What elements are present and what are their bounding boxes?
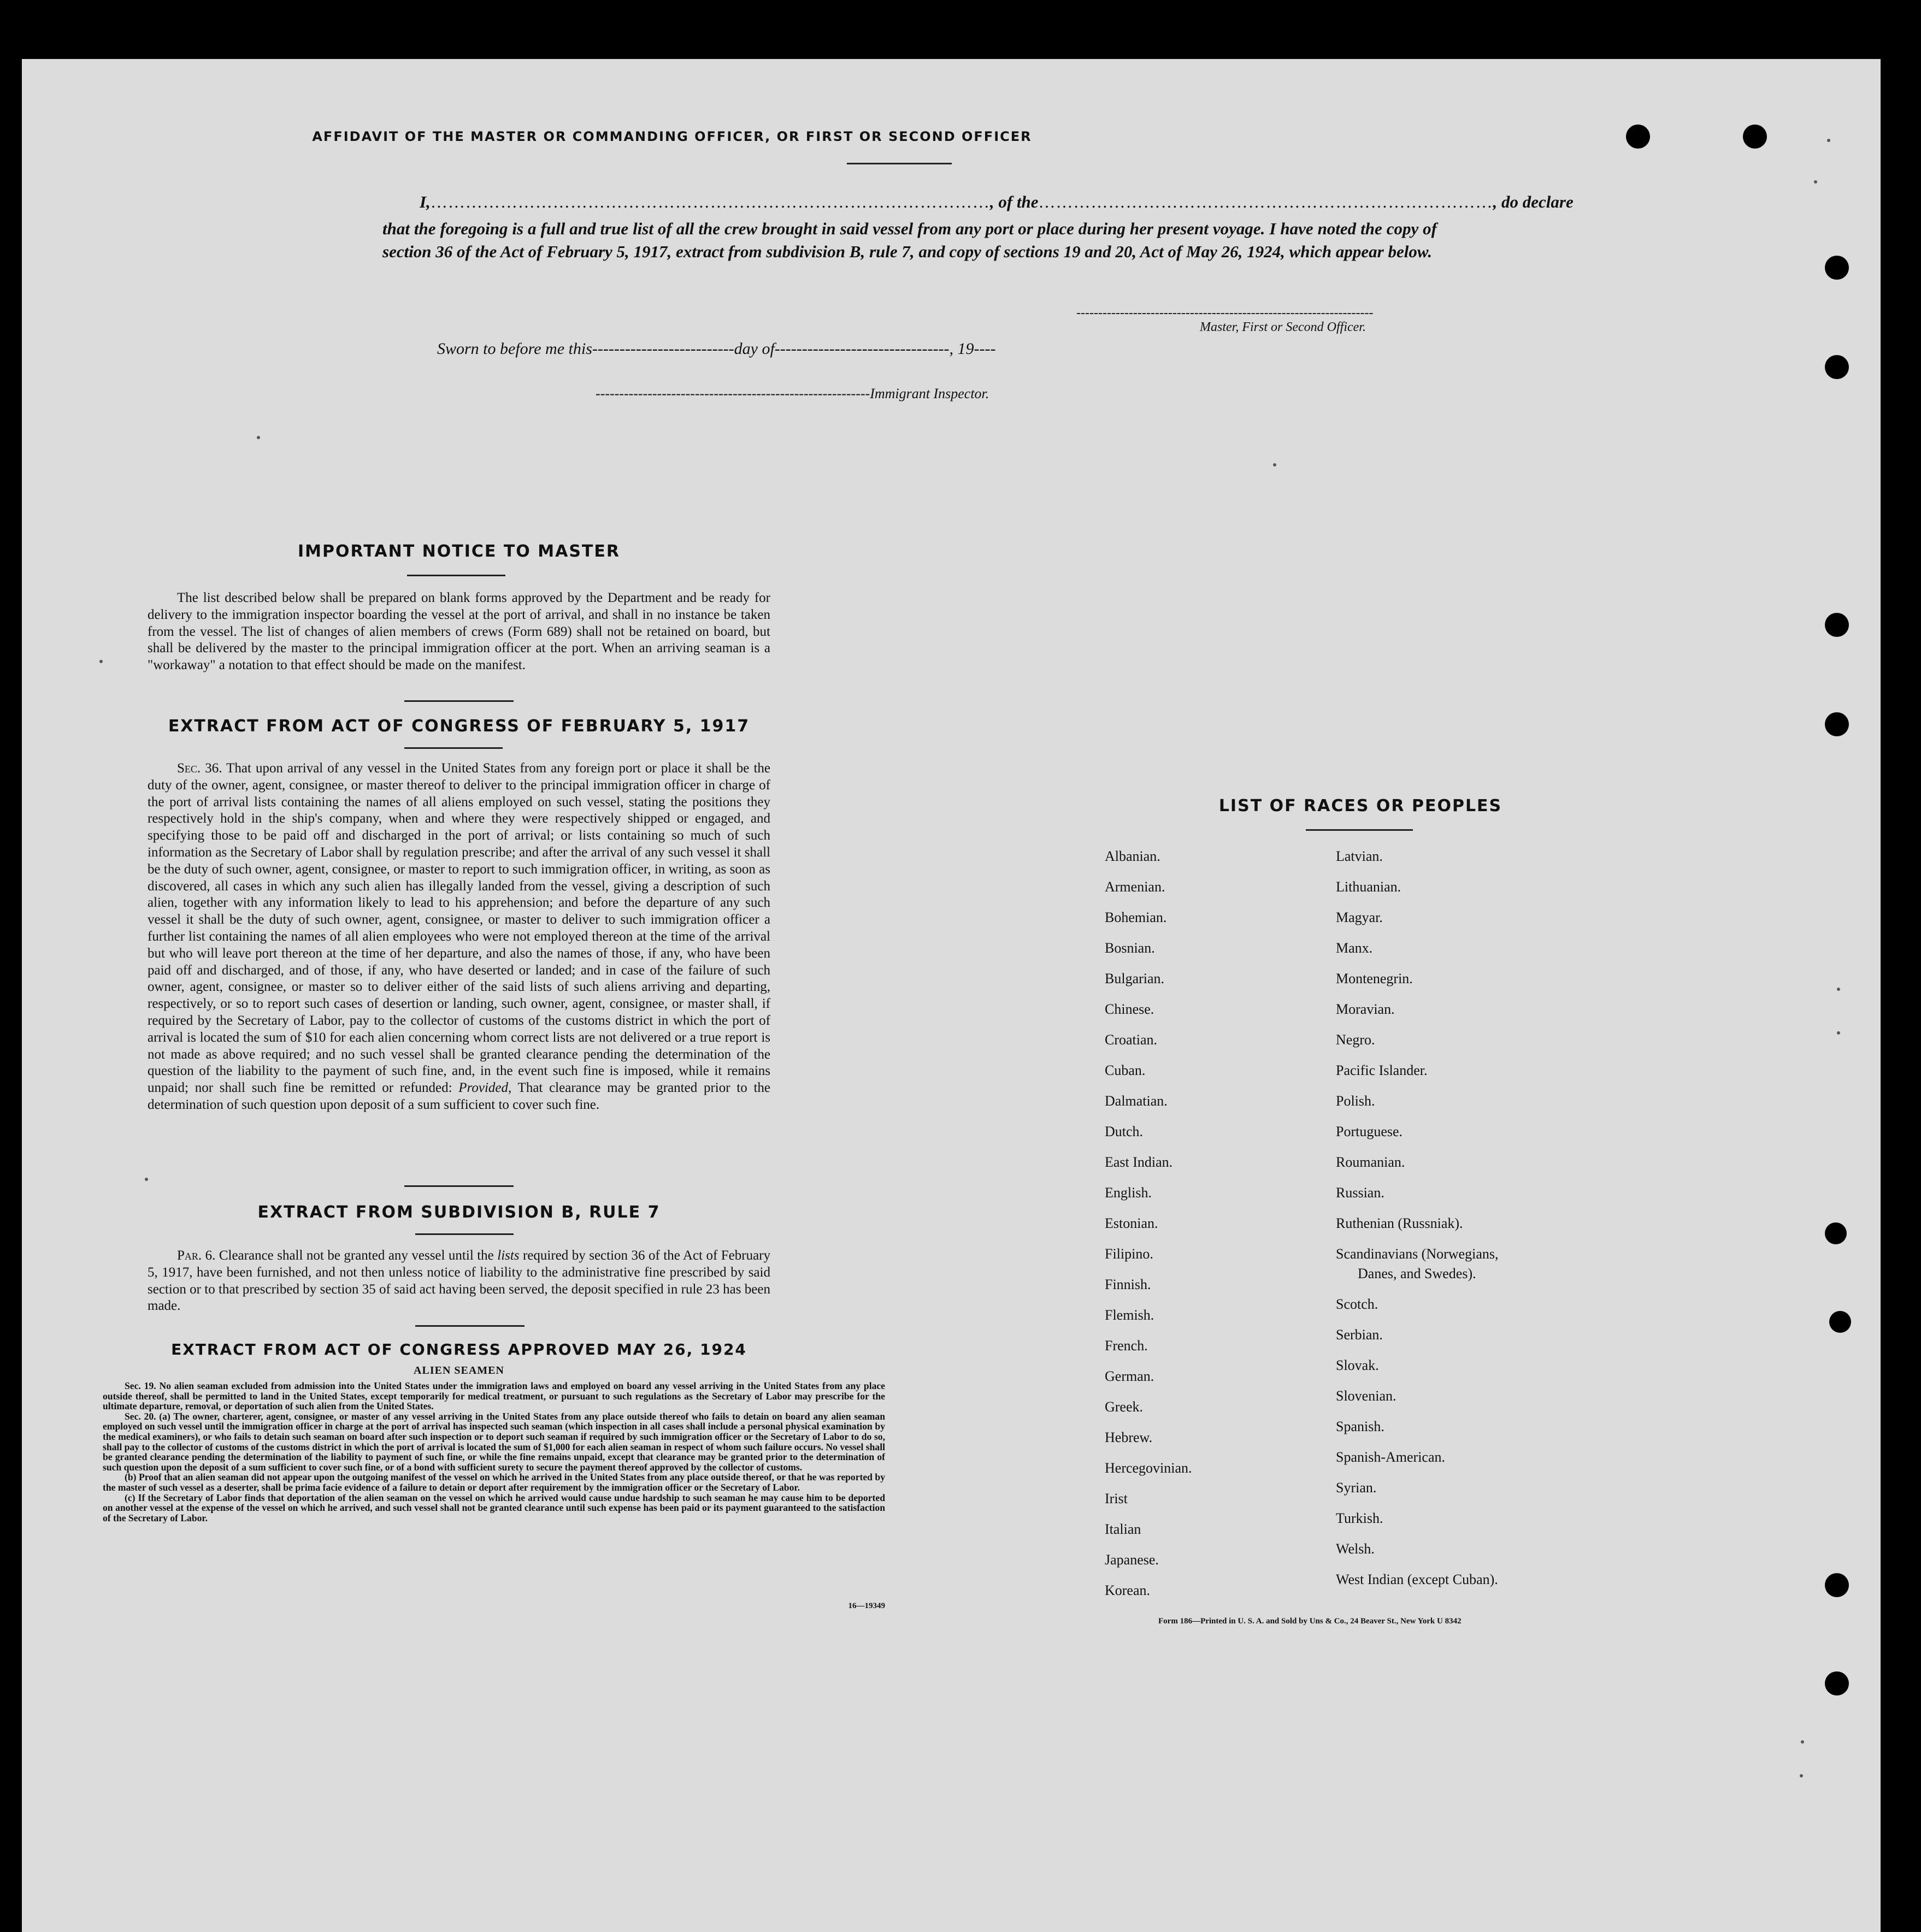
section-divider-2	[404, 1185, 514, 1187]
extract-1924-title: EXTRACT FROM ACT OF CONGRESS APPROVED MAY 26, 1924	[171, 1340, 747, 1358]
race-right-item: Scotch.	[1336, 1296, 1378, 1312]
race-right-item: Ruthenian (Russniak).	[1336, 1215, 1463, 1231]
extract-1917-body	[148, 760, 770, 1114]
punch-hole	[1825, 1573, 1849, 1597]
provided-word: Provided,	[458, 1080, 512, 1096]
alien-seamen-subtitle: ALIEN SEAMEN	[414, 1364, 504, 1376]
speck	[257, 436, 260, 439]
race-right-item: Turkish.	[1336, 1510, 1383, 1526]
race-right-item: Danes, and Swedes).	[1358, 1266, 1476, 1281]
extract-rule7-title-rule	[415, 1233, 514, 1235]
par-6-text: Clearance shall not be granted any vessel until the	[219, 1248, 494, 1263]
signature-caption: Master, First or Second Officer.	[1200, 320, 1366, 334]
speck	[1814, 180, 1817, 184]
speck	[1801, 1740, 1804, 1744]
race-left-item: Albanian.	[1105, 848, 1160, 864]
affidavit-declaration-line	[420, 192, 1574, 212]
sworn-day-of: day of	[734, 340, 775, 358]
race-right-item: Pacific Islander.	[1336, 1062, 1428, 1078]
race-right-item: Slovenian.	[1336, 1388, 1396, 1404]
extract-1924-body	[103, 1381, 885, 1523]
race-right-item: Spanish.	[1336, 1419, 1384, 1434]
speck	[1837, 1031, 1840, 1035]
sec-19: Sec. 19. No alien seaman excluded from admission into the United States under the immigration laws and employed on board any vessel arriving in the United States from any place outside thereof, shall be permitted to land in the United States, except temporarily for medical treatment, or pursuant to such regulations as the Secretary of Labor may prescribe for the ultimate departure, removal, or deportation of such alien from the United States.	[103, 1380, 885, 1412]
race-left-item: Bohemian.	[1105, 909, 1167, 925]
affidavit-title: AFFIDAVIT OF THE MASTER OR COMMANDING OFFICER, OR FIRST OR SECOND OFFICER	[312, 129, 1032, 144]
punch-hole	[1743, 125, 1767, 149]
affidavit-of-the: , of the	[989, 192, 1039, 211]
race-left-item: Bulgarian.	[1105, 971, 1165, 986]
races-left-column	[1105, 841, 1301, 1606]
race-right-item: Syrian.	[1336, 1480, 1377, 1496]
race-left-item: Filipino.	[1105, 1246, 1153, 1262]
sec-36-label: Sec. 36.	[177, 761, 222, 776]
punch-hole	[1825, 256, 1849, 280]
sworn-month-blank: --------------------------------	[774, 340, 950, 358]
race-right-item: Magyar.	[1336, 909, 1383, 925]
race-right-item: Spanish-American.	[1336, 1449, 1446, 1465]
form-number: 16—19349	[848, 1602, 885, 1610]
extract-rule7-body	[148, 1248, 770, 1315]
race-left-item: Japanese.	[1105, 1552, 1159, 1568]
extract-1917-title-rule	[404, 747, 503, 749]
sec-36-text-end: That clearance may be granted prior to the determination of such question upon deposit of a sum sufficient to cover such fine.	[148, 1080, 770, 1112]
race-right-item: Montenegrin.	[1336, 971, 1413, 986]
speck	[1837, 988, 1840, 991]
punch-hole	[1825, 1222, 1847, 1244]
affidavit-do-declare: , do declare	[1493, 192, 1574, 211]
notice-title-rule	[407, 575, 505, 576]
race-left-item: German.	[1105, 1368, 1154, 1384]
vessel-blank: ……………………………………………………………………	[1038, 192, 1493, 211]
punch-hole	[1825, 1671, 1849, 1695]
form-credit: Form 186—Printed in U. S. A. and Sold by Uns & Co., 24 Beaver St., New York U 8342	[1158, 1617, 1462, 1626]
speck	[1273, 463, 1276, 466]
name-blank: ……………………………………………………………………………………	[430, 192, 990, 211]
sec-20a: Sec. 20. (a) The owner, charterer, agent, consignee, or master of any vessel arriving in the United States from any place outside thereof who fails to detain on board any alien seaman employed on such vessel until the immigration officer in charge at the port of arrival has inspected such seaman (which inspection in all cases shall include a personal physical examination by the medical examiners), or who fails to detain such seaman on board after such inspection or to deport such seaman if required by such immigration officer or the Secretary of Labor to do so, shall pay to the collector of customs of the customs district in which the port of arrival is located the sum of $1,000 for each alien seaman in respect of whom such failure occurs. No vessel shall be granted clearance pending the determination of the liability to payment of such fine, or while the fine remains unpaid, except that clearance may be granted prior to the determination of such question upon the deposit of a sum sufficient to cover such fine, or of a bond with sufficient surety to secure the payment thereof approved by the collector of customs.	[103, 1410, 885, 1473]
race-right-item: Scandinavians (Norwegians,	[1336, 1246, 1499, 1262]
inspector-dashes: ----------------------------------------------------------	[596, 386, 870, 401]
race-left-item: Estonian.	[1105, 1215, 1158, 1231]
inspector-caption: Immigrant Inspector.	[870, 386, 989, 401]
punch-hole	[1825, 712, 1849, 736]
extract-rule7-title: EXTRACT FROM SUBDIVISION B, RULE 7	[257, 1203, 661, 1222]
race-right-item: Lithuanian.	[1336, 879, 1401, 895]
race-left-item: Finnish.	[1105, 1277, 1151, 1292]
race-right-item: Serbian.	[1336, 1327, 1383, 1343]
affidavit-body: that the foregoing is a full and true list of all the crew brought in said vessel from any port or place during her present voyage. I have noted the copy of section 36 of the Act of February 5, 1917, extract from subdivision B, rule 7, and copy of sections 19 and 20, Act of May 26, 1924, which appear below.	[382, 219, 1437, 261]
race-left-item: Chinese.	[1105, 1001, 1154, 1017]
sworn-line	[437, 340, 1147, 358]
sworn-year: , 19	[949, 340, 974, 358]
race-left-item: Cuban.	[1105, 1062, 1146, 1078]
race-left-item: Bosnian.	[1105, 940, 1155, 956]
race-left-item: Dutch.	[1105, 1124, 1144, 1139]
par-6-label: Par. 6.	[177, 1248, 216, 1263]
race-right-item: Portuguese.	[1336, 1124, 1403, 1139]
race-left-item: Armenian.	[1105, 879, 1165, 895]
race-left-item: Greek.	[1105, 1399, 1144, 1415]
signature-line: --------------------------------------------------------------------	[1076, 306, 1374, 320]
punch-hole	[1825, 355, 1849, 379]
lists-word: lists	[497, 1248, 520, 1263]
section-divider-1	[404, 700, 514, 702]
race-right-item: Moravian.	[1336, 1001, 1395, 1017]
race-left-item: Korean.	[1105, 1582, 1151, 1598]
notice-body: The list described below shall be prepared on blank forms approved by the Department and be ready for delivery to the immigration inspector boarding the vessel at the port of arrival, and shall in no instance be taken from the vessel. The list of changes of alien members of crews (Form 689) shall not be retained on board, but shall be delivered by the master to the principal immigration officer at the port. When an arriving seaman is a "workaway" a notation to that effect should be made on the manifest.	[148, 590, 770, 673]
sworn-date-blank: --------------------------	[592, 340, 734, 358]
race-left-item: French.	[1105, 1338, 1148, 1354]
race-left-item: Irist	[1105, 1491, 1128, 1506]
notice-title: IMPORTANT NOTICE TO MASTER	[298, 542, 620, 561]
race-left-item: East Indian.	[1105, 1154, 1173, 1170]
race-left-item: Flemish.	[1105, 1307, 1154, 1323]
inspector-line	[596, 386, 1109, 402]
document-sheet	[22, 59, 1881, 1932]
speck	[1800, 1774, 1803, 1777]
sworn-prefix: Sworn to before me this	[437, 340, 592, 358]
section-divider-3	[415, 1325, 525, 1327]
race-right-item: Polish.	[1336, 1093, 1375, 1109]
races-title-rule	[1306, 829, 1413, 831]
races-title: LIST OF RACES OR PEOPLES	[1218, 796, 1502, 816]
races-right-column	[1336, 841, 1587, 1595]
race-left-item: Croatian.	[1105, 1032, 1158, 1048]
punch-hole	[1626, 125, 1650, 149]
race-right-item: Manx.	[1336, 940, 1373, 956]
affidavit-title-rule	[847, 163, 952, 164]
race-right-item: Welsh.	[1336, 1541, 1375, 1557]
affidavit-i: I,	[420, 192, 431, 211]
speck	[1827, 139, 1830, 142]
race-left-item: Hercegovinian.	[1105, 1460, 1192, 1476]
par-6-text-end: required by section 36 of the Act of February 5, 1917, have been furnished, and not then unless notice of liability to the administrative fine prescribed by said section or to that prescribed by section 35 of said act having been served, the deposit specified in rule 23 has been made.	[148, 1248, 770, 1314]
race-left-item: Hebrew.	[1105, 1429, 1153, 1445]
extract-1917-title: EXTRACT FROM ACT OF CONGRESS OF FEBRUARY 5, 1917	[168, 717, 750, 736]
sec-20b: (b) Proof that an alien seaman did not appear upon the outgoing manifest of the vessel on which he arrived in the United States from any place outside thereof, or that he was reported by the master of such vessel as a deserter, shall be prima facie evidence of a failure to detain or deport after requirement by the immigration officer or the Secretary of Labor.	[103, 1472, 885, 1493]
sec-20c: (c) If the Secretary of Labor finds that deportation of the alien seaman on the vessel on which he arrived would cause undue hardship to such seaman he may cause him to be deported on another vessel at the expense of the vessel on which he arrived, and such vessel shall not be granted clearance until such expense has been paid or its payment guaranteed to the satisfaction of the Secretary of Labor.	[103, 1492, 885, 1523]
speck	[99, 660, 103, 663]
race-right-item: West Indian (except Cuban).	[1336, 1571, 1498, 1587]
race-left-item: Italian	[1105, 1521, 1141, 1537]
race-right-item: Latvian.	[1336, 848, 1383, 864]
race-left-item: Dalmatian.	[1105, 1093, 1168, 1109]
speck	[145, 1178, 148, 1181]
race-left-item: English.	[1105, 1185, 1152, 1201]
sec-36-text: That upon arrival of any vessel in the United States from any foreign port or place it shall be the duty of the owner, agent, consignee, or master thereof to deliver to the principal immigration officer in charge of the port of arrival lists containing the names of all aliens employed on such vessel, stating the positions they respectively hold in the ship's company, when and where they were respectively shipped or engaged, and specifying those to be paid off and discharged in the port of arrival; or lists containing so much of such information as the Secretary of Labor shall by regulation prescribe; and after the arrival of any such vessel it shall be the duty of such owner, agent, consignee, or master to report to such immigration officer, in writing, as soon as discovered, all cases in which any such alien has illegally landed from the vessel, giving a description of such alien, together with any information likely to lead to his apprehension; and before the departure of any such vessel it shall be the duty of such owner, agent, consignee, or master to deliver to such immigration officer a further list containing the names of all alien employees who were not employed thereon at the time of the arrival but who will leave port thereon at the time of her departure, and also the names of those, if any, who have been paid off and discharged, and of those, if any, who have deserted or landed; and in case of the failure of such owner, agent, consignee, or master so to deliver either of the said lists of such aliens arriving and departing, respectively, or so to report such cases of desertion or landing, such owner, agent, consignee, or master shall, if required by the Secretary of Labor, pay to the collector of customs of the customs district in which the port of arrival is located the sum of $10 for each alien concerning whom correct lists are not delivered or a true report is not made as above required; and no such vessel shall be granted clearance pending the determination of the question of the liability to the payment of such fine, and, in the event such fine is imposed, while it remains unpaid; nor shall such fine be remitted or refunded:	[148, 761, 770, 1096]
punch-hole	[1825, 613, 1849, 637]
race-right-item: Slovak.	[1336, 1357, 1379, 1373]
race-right-item: Russian.	[1336, 1185, 1384, 1201]
punch-hole	[1829, 1311, 1851, 1333]
race-right-item: Negro.	[1336, 1032, 1375, 1048]
race-right-item: Roumanian.	[1336, 1154, 1405, 1170]
sworn-year-blank: ----	[974, 340, 996, 358]
